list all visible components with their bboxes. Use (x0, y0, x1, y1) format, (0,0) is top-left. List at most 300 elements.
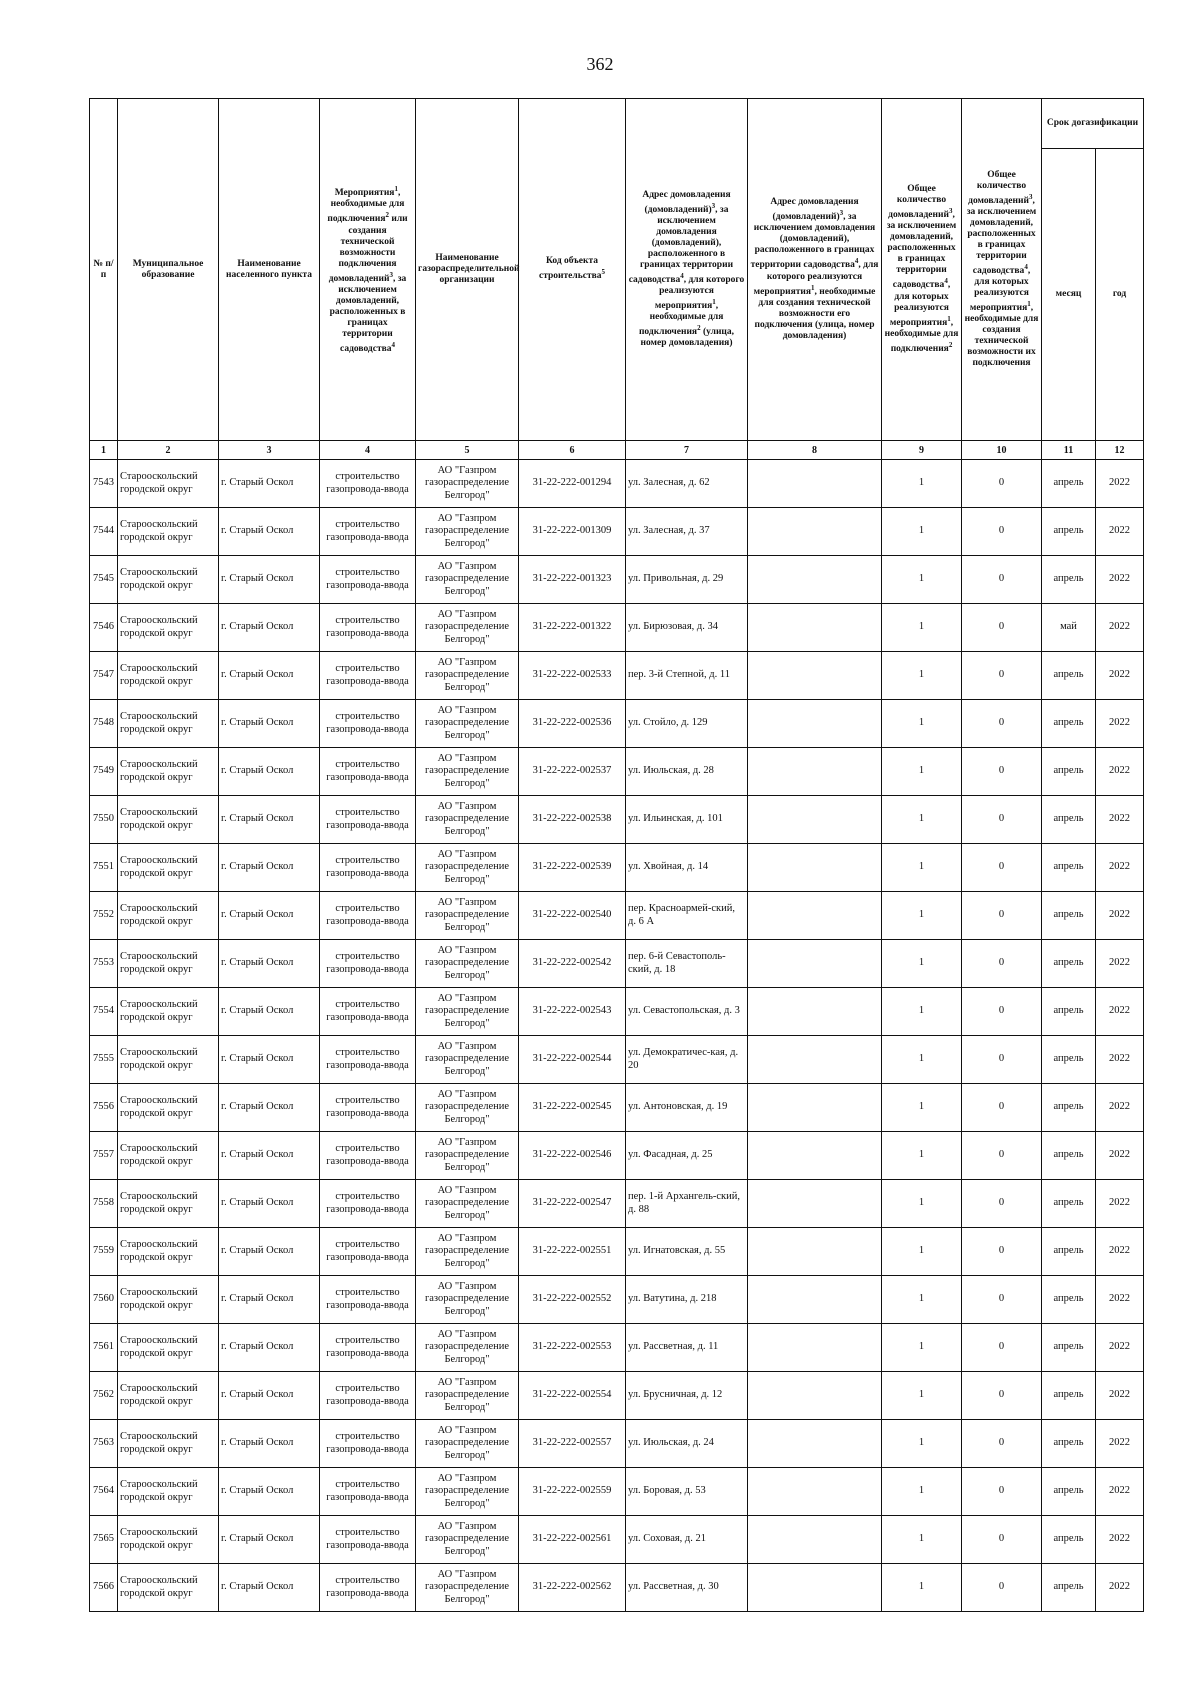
address-capability-cell (748, 1372, 882, 1420)
address-capability-cell (748, 1516, 882, 1564)
year-cell: 2022 (1096, 1324, 1144, 1372)
address-cell: ул. Рассветная, д. 30 (626, 1564, 748, 1612)
count-capability-cell: 0 (962, 508, 1042, 556)
count-capability-cell: 0 (962, 604, 1042, 652)
address-capability-cell (748, 988, 882, 1036)
address-cell: пер. 6-й Севастополь-ский, д. 18 (626, 940, 748, 988)
measure-cell: строительство газопровода-ввода (320, 1084, 416, 1132)
table-row (90, 1132, 1144, 1180)
object-code-cell: 31-22-222-002540 (519, 892, 626, 940)
gas-org-cell: АО "Газпром газораспределение Белгород" (416, 1516, 519, 1564)
measure-cell: строительство газопровода-ввода (320, 1132, 416, 1180)
row-number: 7565 (90, 1516, 118, 1564)
table-row (90, 844, 1144, 892)
address-cell: ул. Брусничная, д. 12 (626, 1372, 748, 1420)
count-capability-cell: 0 (962, 1324, 1042, 1372)
gas-org-cell: АО "Газпром газораспределение Белгород" (416, 556, 519, 604)
table-row (90, 1084, 1144, 1132)
column-number: 9 (882, 441, 962, 460)
year-cell: 2022 (1096, 1420, 1144, 1468)
object-code-cell: 31-22-222-002562 (519, 1564, 626, 1612)
object-code-cell: 31-22-222-001322 (519, 604, 626, 652)
month-cell: апрель (1042, 652, 1096, 700)
year-cell: 2022 (1096, 940, 1144, 988)
row-number: 7557 (90, 1132, 118, 1180)
gas-org-cell: АО "Газпром газораспределение Белгород" (416, 892, 519, 940)
table-row (90, 1564, 1144, 1612)
year-cell: 2022 (1096, 604, 1144, 652)
month-cell: апрель (1042, 892, 1096, 940)
settlement-cell: г. Старый Оскол (219, 796, 320, 844)
object-code-cell: 31-22-222-002539 (519, 844, 626, 892)
object-code-cell: 31-22-222-001294 (519, 460, 626, 508)
table-row (90, 652, 1144, 700)
row-number: 7546 (90, 604, 118, 652)
year-cell: 2022 (1096, 508, 1144, 556)
row-number: 7554 (90, 988, 118, 1036)
year-cell: 2022 (1096, 796, 1144, 844)
column-number: 5 (416, 441, 519, 460)
month-cell: апрель (1042, 1372, 1096, 1420)
gas-org-cell: АО "Газпром газораспределение Белгород" (416, 1180, 519, 1228)
row-number: 7551 (90, 844, 118, 892)
address-capability-cell (748, 556, 882, 604)
address-capability-cell (748, 940, 882, 988)
header-measures: Мероприятия$^1$, необходимые для подключения$^2$ или создания технической возможности подключения домовладений$^3$, за исключением домовладений, расположенных в границах территории садоводства$^4$ (320, 99, 416, 441)
object-code-cell: 31-22-222-002543 (519, 988, 626, 1036)
row-number: 7547 (90, 652, 118, 700)
measure-cell: строительство газопровода-ввода (320, 604, 416, 652)
address-cell: ул. Залесная, д. 37 (626, 508, 748, 556)
measure-cell: строительство газопровода-ввода (320, 748, 416, 796)
measure-cell: строительство газопровода-ввода (320, 700, 416, 748)
count-capability-cell: 0 (962, 1180, 1042, 1228)
municipality-cell: Старооскольский городской округ (118, 1372, 219, 1420)
table-row (90, 508, 1144, 556)
object-code-cell: 31-22-222-002561 (519, 1516, 626, 1564)
table-row (90, 748, 1144, 796)
table-row (90, 1468, 1144, 1516)
table-row (90, 796, 1144, 844)
count-connection-cell: 1 (882, 460, 962, 508)
year-cell: 2022 (1096, 460, 1144, 508)
count-capability-cell: 0 (962, 1372, 1042, 1420)
measure-cell: строительство газопровода-ввода (320, 556, 416, 604)
header-number: № п/п (90, 99, 118, 441)
count-capability-cell: 0 (962, 748, 1042, 796)
row-number: 7556 (90, 1084, 118, 1132)
municipality-cell: Старооскольский городской округ (118, 1084, 219, 1132)
gas-org-cell: АО "Газпром газораспределение Белгород" (416, 748, 519, 796)
row-number: 7545 (90, 556, 118, 604)
count-connection-cell: 1 (882, 556, 962, 604)
object-code-cell: 31-22-222-002554 (519, 1372, 626, 1420)
table-row (90, 1036, 1144, 1084)
address-cell: пер. 3-й Степной, д. 11 (626, 652, 748, 700)
count-capability-cell: 0 (962, 988, 1042, 1036)
header-address-connection: Адрес домовладения (домовладений)$^3$, за исключением домовладения (домовладений), расположенного в границах территории садоводства$^4$, для которого реализуются мероприятия$^1$, необходимые для подключения$^2$ (улица, номер домовладения) (626, 99, 748, 441)
object-code-cell: 31-22-222-002557 (519, 1420, 626, 1468)
count-connection-cell: 1 (882, 652, 962, 700)
object-code-cell: 31-22-222-002547 (519, 1180, 626, 1228)
gas-org-cell: АО "Газпром газораспределение Белгород" (416, 1084, 519, 1132)
header-count-connection: Общее количество домовладений$^3$, за исключением домовладений, расположенных в границах территории садоводства$^4$, для которых реализуются мероприятия$^1$, необходимые для подключения$^2$ (882, 99, 962, 441)
municipality-cell: Старооскольский городской округ (118, 940, 219, 988)
table-row (90, 988, 1144, 1036)
count-connection-cell: 1 (882, 1420, 962, 1468)
month-cell: апрель (1042, 1132, 1096, 1180)
count-connection-cell: 1 (882, 1180, 962, 1228)
address-capability-cell (748, 844, 882, 892)
settlement-cell: г. Старый Оскол (219, 844, 320, 892)
month-cell: апрель (1042, 1228, 1096, 1276)
gas-org-cell: АО "Газпром газораспределение Белгород" (416, 844, 519, 892)
object-code-cell: 31-22-222-002537 (519, 748, 626, 796)
address-cell: ул. Севастопольская, д. 3 (626, 988, 748, 1036)
month-cell: апрель (1042, 1324, 1096, 1372)
year-cell: 2022 (1096, 844, 1144, 892)
year-cell: 2022 (1096, 1516, 1144, 1564)
count-capability-cell: 0 (962, 844, 1042, 892)
year-cell: 2022 (1096, 988, 1144, 1036)
measure-cell: строительство газопровода-ввода (320, 1468, 416, 1516)
address-capability-cell (748, 1132, 882, 1180)
header-count-capability: Общее количество домовладений$^3$, за исключением домовладений, расположенных в границах территории садоводства$^4$, для которых реализуются мероприятия$^1$, необходимые для создания технической возможности их подключения (962, 99, 1042, 441)
count-capability-cell: 0 (962, 1468, 1042, 1516)
object-code-cell: 31-22-222-001323 (519, 556, 626, 604)
gas-org-cell: АО "Газпром газораспределение Белгород" (416, 652, 519, 700)
table-row (90, 1516, 1144, 1564)
month-cell: апрель (1042, 1516, 1096, 1564)
address-capability-cell (748, 700, 882, 748)
measure-cell: строительство газопровода-ввода (320, 1324, 416, 1372)
object-code-cell: 31-22-222-002536 (519, 700, 626, 748)
column-number: 6 (519, 441, 626, 460)
year-cell: 2022 (1096, 556, 1144, 604)
year-cell: 2022 (1096, 652, 1144, 700)
column-number: 8 (748, 441, 882, 460)
month-cell: апрель (1042, 508, 1096, 556)
object-code-cell: 31-22-222-002538 (519, 796, 626, 844)
month-cell: апрель (1042, 1036, 1096, 1084)
settlement-cell: г. Старый Оскол (219, 1036, 320, 1084)
municipality-cell: Старооскольский городской округ (118, 460, 219, 508)
municipality-cell: Старооскольский городской округ (118, 796, 219, 844)
month-cell: апрель (1042, 1420, 1096, 1468)
year-cell: 2022 (1096, 1084, 1144, 1132)
gas-org-cell: АО "Газпром газораспределение Белгород" (416, 1564, 519, 1612)
month-cell: апрель (1042, 940, 1096, 988)
address-capability-cell (748, 1036, 882, 1084)
object-code-cell: 31-22-222-002546 (519, 1132, 626, 1180)
year-cell: 2022 (1096, 748, 1144, 796)
count-connection-cell: 1 (882, 1564, 962, 1612)
address-capability-cell (748, 1324, 882, 1372)
gas-org-cell: АО "Газпром газораспределение Белгород" (416, 604, 519, 652)
header-deadline: Срок догазификации (1042, 99, 1144, 149)
settlement-cell: г. Старый Оскол (219, 1180, 320, 1228)
header-municipality: Муниципальное образование (118, 99, 219, 441)
month-cell: апрель (1042, 796, 1096, 844)
count-connection-cell: 1 (882, 940, 962, 988)
address-capability-cell (748, 604, 882, 652)
row-number: 7560 (90, 1276, 118, 1324)
count-capability-cell: 0 (962, 1228, 1042, 1276)
month-cell: апрель (1042, 1564, 1096, 1612)
gasification-table (89, 98, 1144, 1612)
count-capability-cell: 0 (962, 1036, 1042, 1084)
count-connection-cell: 1 (882, 1324, 962, 1372)
count-capability-cell: 0 (962, 556, 1042, 604)
gas-org-cell: АО "Газпром газораспределение Белгород" (416, 1228, 519, 1276)
header-month: месяц (1042, 149, 1096, 441)
measure-cell: строительство газопровода-ввода (320, 1564, 416, 1612)
table-row (90, 940, 1144, 988)
settlement-cell: г. Старый Оскол (219, 508, 320, 556)
column-numbers-row (90, 441, 1144, 460)
month-cell: апрель (1042, 1180, 1096, 1228)
settlement-cell: г. Старый Оскол (219, 1132, 320, 1180)
municipality-cell: Старооскольский городской округ (118, 700, 219, 748)
column-number: 10 (962, 441, 1042, 460)
count-connection-cell: 1 (882, 844, 962, 892)
measure-cell: строительство газопровода-ввода (320, 988, 416, 1036)
gas-org-cell: АО "Газпром газораспределение Белгород" (416, 1036, 519, 1084)
count-connection-cell: 1 (882, 508, 962, 556)
count-connection-cell: 1 (882, 1468, 962, 1516)
count-capability-cell: 0 (962, 1084, 1042, 1132)
table-row (90, 1324, 1144, 1372)
row-number: 7563 (90, 1420, 118, 1468)
table-row (90, 556, 1144, 604)
gas-org-cell: АО "Газпром газораспределение Белгород" (416, 1324, 519, 1372)
column-number: 4 (320, 441, 416, 460)
year-cell: 2022 (1096, 1468, 1144, 1516)
gas-org-cell: АО "Газпром газораспределение Белгород" (416, 1372, 519, 1420)
count-capability-cell: 0 (962, 1276, 1042, 1324)
count-capability-cell: 0 (962, 1420, 1042, 1468)
settlement-cell: г. Старый Оскол (219, 1564, 320, 1612)
measure-cell: строительство газопровода-ввода (320, 1180, 416, 1228)
row-number: 7559 (90, 1228, 118, 1276)
table-row (90, 1276, 1144, 1324)
header-address-capability: Адрес домовладения (домовладений)$^3$, за исключением домовладения (домовладений), расположенного в границах территории садоводства$^4$, для которого реализуются мероприятия$^1$, необходимые для создания технической возможности его подключения (улица, номер домовладения) (748, 99, 882, 441)
municipality-cell: Старооскольский городской округ (118, 604, 219, 652)
settlement-cell: г. Старый Оскол (219, 1276, 320, 1324)
table-row (90, 1228, 1144, 1276)
table-row (90, 892, 1144, 940)
measure-cell: строительство газопровода-ввода (320, 940, 416, 988)
year-cell: 2022 (1096, 1228, 1144, 1276)
settlement-cell: г. Старый Оскол (219, 604, 320, 652)
measure-cell: строительство газопровода-ввода (320, 796, 416, 844)
month-cell: апрель (1042, 700, 1096, 748)
municipality-cell: Старооскольский городской округ (118, 1420, 219, 1468)
settlement-cell: г. Старый Оскол (219, 652, 320, 700)
measure-cell: строительство газопровода-ввода (320, 1036, 416, 1084)
table-body (90, 460, 1144, 1612)
object-code-cell: 31-22-222-001309 (519, 508, 626, 556)
count-capability-cell: 0 (962, 1132, 1042, 1180)
table-row (90, 1372, 1144, 1420)
count-connection-cell: 1 (882, 1516, 962, 1564)
address-capability-cell (748, 652, 882, 700)
table-row (90, 1180, 1144, 1228)
address-cell: ул. Июльская, д. 28 (626, 748, 748, 796)
table-row (90, 604, 1144, 652)
settlement-cell: г. Старый Оскол (219, 1372, 320, 1420)
year-cell: 2022 (1096, 700, 1144, 748)
year-cell: 2022 (1096, 1132, 1144, 1180)
row-number: 7550 (90, 796, 118, 844)
measure-cell: строительство газопровода-ввода (320, 844, 416, 892)
count-capability-cell: 0 (962, 892, 1042, 940)
month-cell: апрель (1042, 844, 1096, 892)
month-cell: апрель (1042, 1468, 1096, 1516)
address-cell: ул. Игнатовская, д. 55 (626, 1228, 748, 1276)
address-capability-cell (748, 460, 882, 508)
count-connection-cell: 1 (882, 1228, 962, 1276)
year-cell: 2022 (1096, 892, 1144, 940)
address-cell: ул. Демократичес-кая, д. 20 (626, 1036, 748, 1084)
municipality-cell: Старооскольский городской округ (118, 556, 219, 604)
year-cell: 2022 (1096, 1372, 1144, 1420)
municipality-cell: Старооскольский городской округ (118, 1228, 219, 1276)
settlement-cell: г. Старый Оскол (219, 1420, 320, 1468)
settlement-cell: г. Старый Оскол (219, 940, 320, 988)
object-code-cell: 31-22-222-002544 (519, 1036, 626, 1084)
municipality-cell: Старооскольский городской округ (118, 1516, 219, 1564)
settlement-cell: г. Старый Оскол (219, 1228, 320, 1276)
settlement-cell: г. Старый Оскол (219, 748, 320, 796)
row-number: 7543 (90, 460, 118, 508)
count-capability-cell: 0 (962, 460, 1042, 508)
page-number: 362 (586, 54, 614, 74)
measure-cell: строительство газопровода-ввода (320, 1516, 416, 1564)
row-number: 7553 (90, 940, 118, 988)
count-connection-cell: 1 (882, 892, 962, 940)
year-cell: 2022 (1096, 1036, 1144, 1084)
column-number: 1 (90, 441, 118, 460)
settlement-cell: г. Старый Оскол (219, 1468, 320, 1516)
column-number: 12 (1096, 441, 1144, 460)
header-settlement: Наименование населенного пункта (219, 99, 320, 441)
count-capability-cell: 0 (962, 700, 1042, 748)
municipality-cell: Старооскольский городской округ (118, 1180, 219, 1228)
address-cell: ул. Ильинская, д. 101 (626, 796, 748, 844)
address-capability-cell (748, 796, 882, 844)
gas-org-cell: АО "Газпром газораспределение Белгород" (416, 988, 519, 1036)
address-capability-cell (748, 748, 882, 796)
count-capability-cell: 0 (962, 1516, 1042, 1564)
gas-org-cell: АО "Газпром газораспределение Белгород" (416, 796, 519, 844)
column-number: 7 (626, 441, 748, 460)
count-connection-cell: 1 (882, 1276, 962, 1324)
municipality-cell: Старооскольский городской округ (118, 748, 219, 796)
address-cell: ул. Стойло, д. 129 (626, 700, 748, 748)
municipality-cell: Старооскольский городской округ (118, 892, 219, 940)
settlement-cell: г. Старый Оскол (219, 988, 320, 1036)
header-object-code: Код объекта строительства$^5$ (519, 99, 626, 441)
measure-cell: строительство газопровода-ввода (320, 1276, 416, 1324)
year-cell: 2022 (1096, 1180, 1144, 1228)
municipality-cell: Старооскольский городской округ (118, 652, 219, 700)
measure-cell: строительство газопровода-ввода (320, 460, 416, 508)
municipality-cell: Старооскольский городской округ (118, 1036, 219, 1084)
address-cell: ул. Бирюзовая, д. 34 (626, 604, 748, 652)
count-connection-cell: 1 (882, 1084, 962, 1132)
address-cell: ул. Хвойная, д. 14 (626, 844, 748, 892)
row-number: 7555 (90, 1036, 118, 1084)
count-connection-cell: 1 (882, 604, 962, 652)
gas-org-cell: АО "Газпром газораспределение Белгород" (416, 700, 519, 748)
gas-org-cell: АО "Газпром газораспределение Белгород" (416, 508, 519, 556)
settlement-cell: г. Старый Оскол (219, 1084, 320, 1132)
address-capability-cell (748, 1564, 882, 1612)
row-number: 7566 (90, 1564, 118, 1612)
count-capability-cell: 0 (962, 1564, 1042, 1612)
address-cell: ул. Фасадная, д. 25 (626, 1132, 748, 1180)
address-capability-cell (748, 1228, 882, 1276)
settlement-cell: г. Старый Оскол (219, 700, 320, 748)
header-year: год (1096, 149, 1144, 441)
month-cell: апрель (1042, 556, 1096, 604)
month-cell: май (1042, 604, 1096, 652)
municipality-cell: Старооскольский городской округ (118, 1468, 219, 1516)
row-number: 7562 (90, 1372, 118, 1420)
address-capability-cell (748, 892, 882, 940)
address-cell: ул. Соховая, д. 21 (626, 1516, 748, 1564)
address-cell: ул. Боровая, д. 53 (626, 1468, 748, 1516)
gas-org-cell: АО "Газпром газораспределение Белгород" (416, 1420, 519, 1468)
month-cell: апрель (1042, 1084, 1096, 1132)
address-capability-cell (748, 1084, 882, 1132)
settlement-cell: г. Старый Оскол (219, 1324, 320, 1372)
address-cell: ул. Антоновская, д. 19 (626, 1084, 748, 1132)
year-cell: 2022 (1096, 1276, 1144, 1324)
measure-cell: строительство газопровода-ввода (320, 1372, 416, 1420)
address-cell: пер. 1-й Архангель-ский, д. 88 (626, 1180, 748, 1228)
table-row (90, 700, 1144, 748)
municipality-cell: Старооскольский городской округ (118, 1132, 219, 1180)
object-code-cell: 31-22-222-002553 (519, 1324, 626, 1372)
address-capability-cell (748, 1420, 882, 1468)
count-capability-cell: 0 (962, 652, 1042, 700)
address-capability-cell (748, 508, 882, 556)
object-code-cell: 31-22-222-002559 (519, 1468, 626, 1516)
row-number: 7564 (90, 1468, 118, 1516)
municipality-cell: Старооскольский городской округ (118, 508, 219, 556)
column-number: 3 (219, 441, 320, 460)
object-code-cell: 31-22-222-002533 (519, 652, 626, 700)
count-capability-cell: 0 (962, 940, 1042, 988)
measure-cell: строительство газопровода-ввода (320, 652, 416, 700)
gas-org-cell: АО "Газпром газораспределение Белгород" (416, 940, 519, 988)
measure-cell: строительство газопровода-ввода (320, 508, 416, 556)
municipality-cell: Старооскольский городской округ (118, 844, 219, 892)
row-number: 7544 (90, 508, 118, 556)
row-number: 7558 (90, 1180, 118, 1228)
count-connection-cell: 1 (882, 748, 962, 796)
object-code-cell: 31-22-222-002552 (519, 1276, 626, 1324)
count-connection-cell: 1 (882, 1372, 962, 1420)
header-gas-org: Наименование газораспределительной организации (416, 99, 519, 441)
measure-cell: строительство газопровода-ввода (320, 892, 416, 940)
table-row (90, 1420, 1144, 1468)
address-capability-cell (748, 1276, 882, 1324)
municipality-cell: Старооскольский городской округ (118, 988, 219, 1036)
count-connection-cell: 1 (882, 1132, 962, 1180)
